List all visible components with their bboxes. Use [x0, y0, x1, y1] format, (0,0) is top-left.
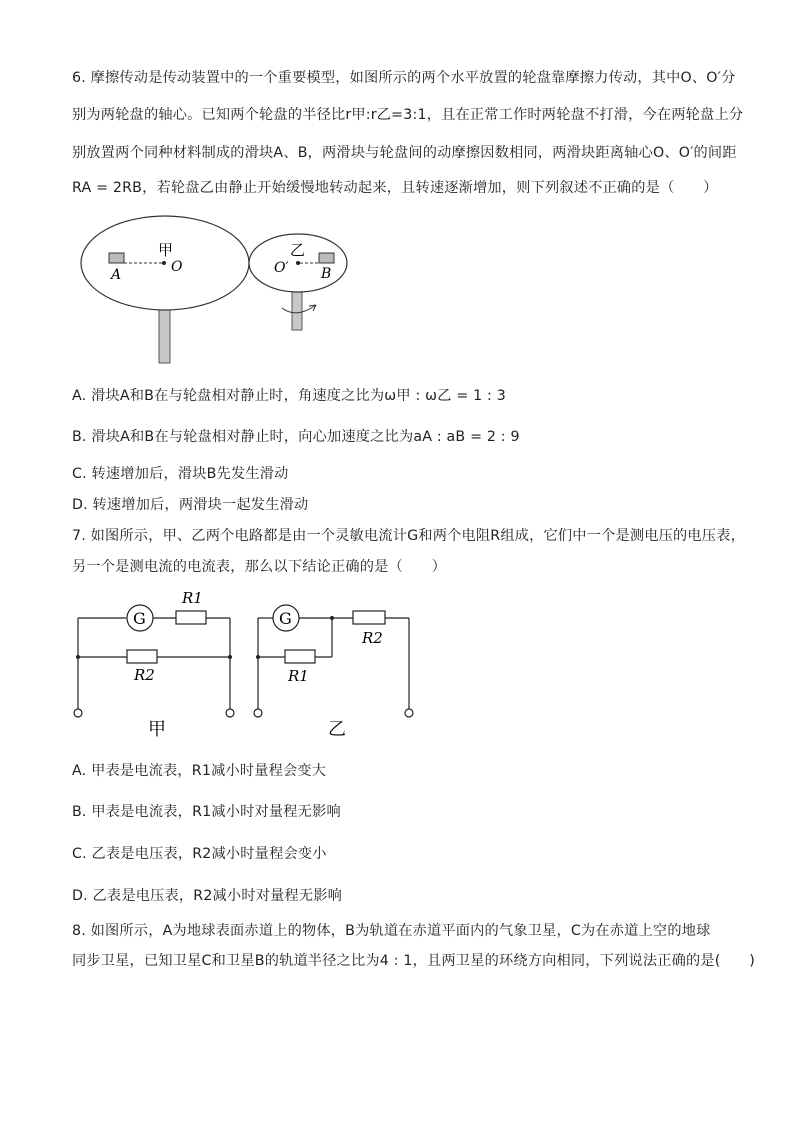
q6-line-4: RA = 2RB，若轮盘乙由静止开始缓慢地转动起来，且转速逐渐增加，则下列叙述不正确的是（ ）: [72, 180, 718, 196]
label-O-prime: O′: [274, 260, 289, 276]
jia-shaft: [159, 307, 170, 363]
label-O: O: [171, 259, 183, 275]
resistor-r2-yi: [353, 611, 385, 624]
q7-option-b: B. 甲表是电流表，R1减小时对量程无影响: [72, 804, 341, 820]
q6-friction-wheels-figure: [70, 215, 370, 370]
resistor-r2-jia: [127, 650, 157, 663]
circuit-yi: [254, 605, 413, 717]
slider-A: [109, 253, 124, 263]
q7-circuits-figure: [70, 585, 420, 745]
q7-option-a: A. 甲表是电流表，R1减小时量程会变大: [72, 763, 327, 779]
q6-option-a: A. 滑块A和B在与轮盘相对静止时，角速度之比为ω甲 : ω乙 = 1 : 3: [72, 388, 506, 404]
q7-line-1: 7. 如图所示，甲、乙两个电路都是由一个灵敏电流计G和两个电阻R组成，它们中一个是测电压的电压表，: [72, 528, 745, 544]
label-A: A: [111, 267, 122, 283]
resistor-r1-yi: [285, 650, 315, 663]
label-R2-yi: R2: [362, 629, 383, 647]
q6-option-b: B. 滑块A和B在与轮盘相对静止时，向心加速度之比为aA : aB = 2 : 9: [72, 429, 520, 445]
label-yi-circuit: 乙: [328, 719, 346, 740]
label-B: B: [321, 266, 332, 282]
label-R1-yi: R1: [288, 667, 309, 685]
q7-line-2: 另一个是测电流的电流表，那么以下结论正确的是（ ）: [72, 559, 447, 575]
resistor-r1-jia: [176, 611, 206, 624]
q6-option-c: C. 转速增加后，滑块B先发生滑动: [72, 466, 289, 482]
slider-B: [319, 253, 334, 263]
label-R1-jia: R1: [182, 589, 203, 607]
q7-option-d: D. 乙表是电压表，R2减小时对量程无影响: [72, 888, 343, 904]
label-jia-circuit: 甲: [148, 719, 166, 740]
circuit-jia: [74, 605, 234, 717]
q6-line-3: 别放置两个同种材料制成的滑块A、B，两滑块与轮盘间的动摩擦因数相同，两滑块距离轴心O、O′的间距: [72, 145, 737, 161]
label-jia: 甲: [158, 241, 174, 259]
q7-option-c: C. 乙表是电压表，R2减小时量程会变小: [72, 846, 327, 862]
q6-option-d: D. 转速增加后，两滑块一起发生滑动: [72, 497, 309, 513]
label-yi: 乙: [290, 241, 306, 259]
label-G-yi: G: [279, 609, 292, 628]
q6-line-1: 6. 摩擦传动是传动装置中的一个重要模型，如图所示的两个水平放置的轮盘靠摩擦力传动，其中O、O′分: [72, 70, 736, 86]
q6-line-2: 别为两轮盘的轴心。已知两个轮盘的半径比r甲:r乙=3:1，且在正常工作时两轮盘不打滑，今在两轮盘上分: [72, 107, 744, 123]
label-G-jia: G: [133, 609, 146, 628]
q8-line-1: 8. 如图所示，A为地球表面赤道上的物体，B为轨道在赤道平面内的气象卫星，C为在赤道上空的地球: [72, 923, 711, 939]
q8-line-2: 同步卫星，已知卫星C和卫星B的轨道半径之比为4 : 1，且两卫星的环绕方向相同，下列说法正确的是( ): [72, 953, 756, 969]
label-R2-jia: R2: [134, 666, 155, 684]
